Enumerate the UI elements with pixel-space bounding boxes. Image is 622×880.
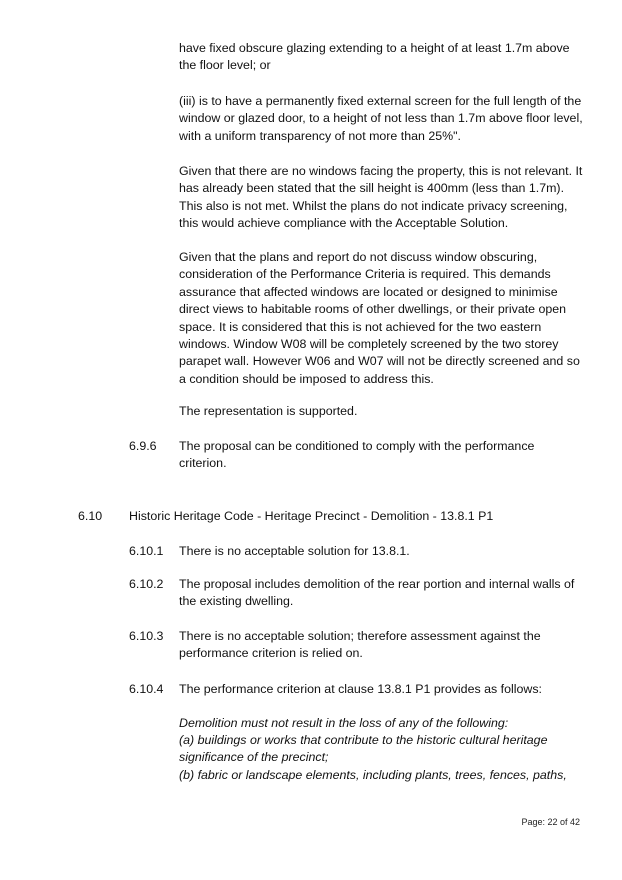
quote-line-a: (a) buildings or works that contribute to the historic cultural heritage significance of the precinct;	[179, 733, 548, 765]
paragraph-no-windows-facing: Given that there are no windows facing the property, this is not relevant. It has already been stated that the sill height is 400mm (less than 1.7m). This also is not met. Whilst the plans do not indicate privacy screening, this would achieve compliance with the Acceptable Solution.	[179, 164, 583, 231]
quote-line-demolition: Demolition must not result in the loss of any of the following:	[179, 716, 509, 730]
item-number-6-10-1: 6.10.1	[129, 544, 164, 558]
section-number-6-10: 6.10	[78, 509, 103, 523]
item-text-6-10-1: There is no acceptable solution for 13.8.1.	[179, 544, 410, 558]
quote-line-b: (b) fabric or landscape elements, including plants, trees, fences, paths,	[179, 768, 567, 782]
item-text-6-10-3: There is no acceptable solution; therefore assessment against the performance criterion is relied on.	[179, 629, 541, 661]
paragraph-external-screen: (iii) is to have a permanently fixed external screen for the full length of the window or glazed door, to a height of not less than 1.7m above floor level, with a uniform transparency of not more than 25%".	[179, 94, 583, 143]
item-text-6-10-4: The performance criterion at clause 13.8.1 P1 provides as follows:	[179, 682, 542, 696]
item-text-6-10-2: The proposal includes demolition of the rear portion and internal walls of the existing dwelling.	[179, 577, 575, 609]
paragraph-representation-supported: The representation is supported.	[179, 404, 358, 418]
section-title-6-10: Historic Heritage Code - Heritage Precinct - Demolition - 13.8.1 P1	[129, 509, 494, 523]
item-number-6-10-2: 6.10.2	[129, 577, 164, 591]
item-number-6-10-3: 6.10.3	[129, 629, 164, 643]
paragraph-performance-criteria: Given that the plans and report do not discuss window obscuring, consideration of the Performance Criteria is required. This demands assurance that affected windows are located or designed to minimise direct views to habitable rooms of other dwellings, or their private open space. It is considered that this is not achieved for the two eastern windows. Window W08 will be completely screened by the two storey parapet wall. However W06 and W07 will not be directly screened and so a condition should be imposed to address this.	[179, 250, 580, 386]
paragraph-obscure-glazing: have fixed obscure glazing extending to a height of at least 1.7m above the floor level; or	[179, 41, 570, 73]
page-number: Page: 22 of 42	[521, 817, 580, 827]
item-number-6-10-4: 6.10.4	[129, 682, 164, 696]
item-text-6-9-6: The proposal can be conditioned to comply with the performance criterion.	[179, 439, 535, 471]
item-number-6-9-6: 6.9.6	[129, 439, 157, 453]
